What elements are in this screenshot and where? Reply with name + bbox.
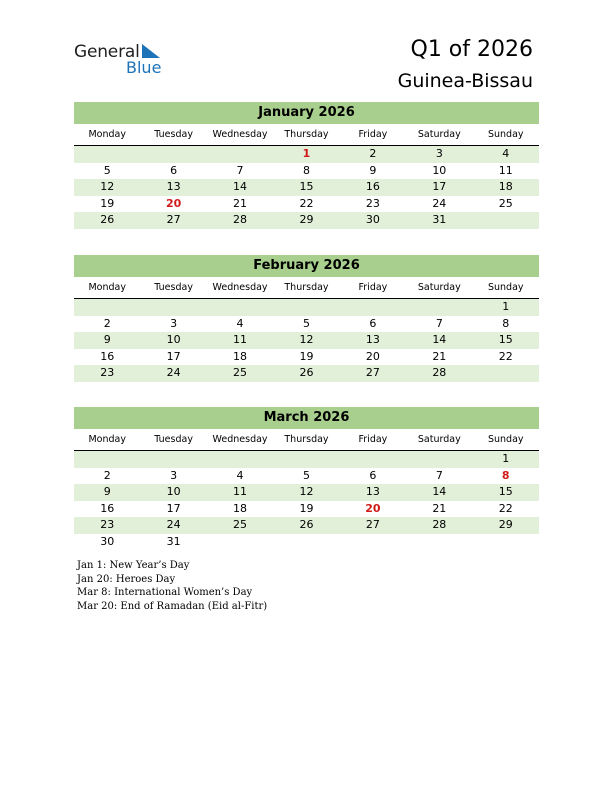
empty-day-cell: [473, 212, 539, 229]
day-cell: 17: [166, 349, 181, 363]
day-cell: 21: [233, 196, 248, 210]
day-cell: 23: [100, 366, 115, 379]
day-cell: 4: [502, 147, 510, 160]
day-cell: 29: [498, 518, 513, 531]
day-cell: 4: [236, 316, 244, 330]
weekday-label: Saturday: [417, 129, 461, 140]
empty-day-cell: [207, 534, 273, 551]
empty-day-cell: [140, 299, 206, 316]
day-cell: 14: [432, 333, 447, 346]
holiday-note: Mar 20: End of Ramadan (Eid al-Fitr): [77, 600, 268, 612]
day-cell: 30: [100, 534, 115, 548]
day-cell: 20: [165, 196, 182, 210]
week-row: [74, 146, 539, 163]
day-cell: 27: [365, 518, 380, 531]
weekday-label: Friday: [358, 129, 388, 140]
day-cell: 22: [498, 349, 513, 363]
day-cell: 7: [236, 163, 244, 177]
day-cell: 23: [365, 196, 380, 210]
day-cell: 12: [299, 485, 314, 498]
logo: [74, 42, 174, 78]
empty-day-cell: [340, 451, 406, 468]
day-cell: 28: [432, 518, 447, 531]
day-cell: 8: [502, 316, 510, 330]
page-title: Q1 of 2026: [410, 37, 533, 62]
day-cell: 22: [498, 501, 513, 515]
day-cell: 31: [432, 213, 447, 226]
week-row: [74, 501, 539, 518]
day-cell: 11: [498, 163, 513, 177]
weekday-header-row: [74, 124, 539, 146]
day-cell: 13: [365, 485, 380, 498]
weekday-label: Monday: [88, 282, 126, 293]
week-row: [74, 517, 539, 534]
holiday-notes: [77, 559, 267, 613]
day-cell: 15: [498, 485, 513, 498]
day-cell: 11: [233, 485, 248, 498]
empty-day-cell: [473, 365, 539, 382]
empty-day-cell: [207, 299, 273, 316]
empty-day-cell: [406, 534, 472, 551]
day-cell: 3: [170, 316, 178, 330]
day-cell: 1: [502, 300, 510, 313]
week-row: [74, 349, 539, 366]
empty-day-cell: [207, 451, 273, 468]
empty-day-cell: [340, 299, 406, 316]
day-cell: 20: [365, 349, 380, 363]
empty-day-cell: [273, 299, 339, 316]
month-title: January 2026: [74, 102, 539, 124]
weekday-label: Tuesday: [154, 129, 193, 140]
day-cell: 7: [435, 468, 443, 482]
day-cell: 15: [498, 333, 513, 346]
day-cell: 1: [302, 147, 311, 160]
day-cell: 16: [100, 349, 115, 363]
month-calendar-february: [74, 255, 539, 382]
day-cell: 22: [299, 196, 314, 210]
day-cell: 18: [498, 180, 513, 193]
week-row: [74, 365, 539, 382]
day-cell: 28: [432, 366, 447, 379]
day-cell: 12: [299, 333, 314, 346]
day-cell: 3: [170, 468, 178, 482]
day-cell: 10: [432, 163, 447, 177]
holiday-note: Mar 8: International Women’s Day: [77, 587, 253, 598]
day-cell: 9: [103, 333, 111, 346]
day-cell: 8: [501, 468, 510, 482]
weekday-label: Monday: [88, 129, 126, 140]
week-row: [74, 468, 539, 485]
holiday-note: Jan 20: Heroes Day: [77, 573, 176, 585]
week-row: [74, 212, 539, 229]
day-cell: 5: [302, 468, 310, 482]
day-cell: 10: [166, 333, 181, 346]
day-cell: 31: [166, 534, 181, 548]
logo-triangle-icon: [142, 44, 160, 58]
day-cell: 5: [302, 316, 310, 330]
day-cell: 15: [299, 180, 314, 193]
day-cell: 4: [236, 468, 244, 482]
month-calendar-march: [74, 407, 539, 550]
day-cell: 3: [435, 147, 443, 160]
weekday-label: Sunday: [487, 282, 524, 293]
empty-day-cell: [140, 451, 206, 468]
weekday-label: Thursday: [284, 129, 329, 140]
week-row: [74, 316, 539, 333]
day-cell: 2: [103, 316, 111, 330]
day-cell: 20: [365, 501, 381, 515]
day-cell: 21: [432, 501, 447, 515]
day-cell: 16: [100, 501, 115, 515]
day-cell: 25: [233, 366, 248, 379]
day-cell: 26: [299, 366, 314, 379]
empty-day-cell: [273, 534, 339, 551]
day-cell: 25: [498, 196, 513, 210]
day-cell: 14: [432, 485, 447, 498]
weekday-label: Tuesday: [154, 282, 193, 293]
day-cell: 23: [100, 518, 115, 531]
day-cell: 18: [233, 349, 248, 363]
day-cell: 21: [432, 349, 447, 363]
holiday-note: Jan 1: New Year’s Day: [77, 560, 190, 571]
empty-day-cell: [273, 451, 339, 468]
day-cell: 13: [365, 333, 380, 346]
weekday-label: Sunday: [487, 434, 524, 445]
weekday-label: Saturday: [417, 434, 461, 445]
empty-day-cell: [473, 534, 539, 551]
weekday-label: Monday: [88, 434, 126, 445]
weekday-label: Tuesday: [154, 434, 193, 445]
empty-day-cell: [74, 299, 140, 316]
month-calendar-january: [74, 102, 539, 229]
empty-day-cell: [406, 299, 472, 316]
weekday-label: Wednesday: [212, 434, 268, 445]
week-row: [74, 332, 539, 349]
day-cell: 30: [365, 213, 380, 226]
empty-day-cell: [74, 146, 140, 163]
weekday-label: Friday: [358, 282, 388, 293]
day-cell: 2: [103, 468, 111, 482]
weekday-header-row: [74, 277, 539, 299]
day-cell: 11: [233, 333, 248, 346]
day-cell: 12: [100, 180, 115, 193]
day-cell: 19: [299, 349, 314, 363]
week-row: [74, 299, 539, 316]
week-row: [74, 196, 539, 213]
weekday-label: Wednesday: [212, 282, 268, 293]
day-cell: 8: [302, 163, 310, 177]
weekday-header-row: [74, 429, 539, 451]
weekday-label: Thursday: [284, 282, 329, 293]
weekday-label: Saturday: [417, 282, 461, 293]
week-row: [74, 163, 539, 180]
day-cell: 29: [299, 213, 314, 226]
day-cell: 5: [103, 163, 111, 177]
week-row: [74, 534, 539, 551]
month-title: March 2026: [74, 407, 539, 429]
day-cell: 6: [170, 163, 178, 177]
weekday-label: Wednesday: [212, 129, 268, 140]
day-cell: 28: [233, 213, 248, 226]
empty-day-cell: [140, 146, 206, 163]
day-cell: 24: [166, 518, 181, 531]
page-subtitle: Guinea-Bissau: [397, 70, 533, 92]
day-cell: 6: [369, 468, 377, 482]
day-cell: 13: [166, 180, 181, 193]
week-row: [74, 179, 539, 196]
day-cell: 24: [432, 196, 447, 210]
day-cell: 19: [299, 501, 314, 515]
week-row: [74, 451, 539, 468]
day-cell: 6: [369, 316, 377, 330]
day-cell: 27: [166, 213, 181, 226]
month-title: February 2026: [74, 255, 539, 277]
day-cell: 26: [100, 213, 115, 226]
empty-day-cell: [406, 451, 472, 468]
week-row: [74, 484, 539, 501]
day-cell: 18: [233, 501, 248, 515]
day-cell: 16: [365, 180, 380, 193]
empty-day-cell: [340, 534, 406, 551]
day-cell: 9: [369, 163, 377, 177]
day-cell: 7: [435, 316, 443, 330]
weekday-label: Thursday: [284, 434, 329, 445]
day-cell: 17: [166, 501, 181, 515]
logo-general-text: General: [74, 42, 140, 62]
day-cell: 19: [100, 196, 115, 210]
day-cell: 10: [166, 485, 181, 498]
empty-day-cell: [207, 146, 273, 163]
logo-blue-text: Blue: [126, 58, 162, 77]
day-cell: 2: [369, 147, 377, 160]
day-cell: 24: [166, 366, 181, 379]
weekday-label: Friday: [358, 434, 388, 445]
day-cell: 9: [103, 485, 111, 498]
day-cell: 17: [432, 180, 447, 193]
empty-day-cell: [74, 451, 140, 468]
day-cell: 27: [365, 366, 380, 379]
day-cell: 1: [502, 452, 510, 465]
day-cell: 26: [299, 518, 314, 531]
day-cell: 14: [233, 180, 248, 193]
weekday-label: Sunday: [487, 129, 524, 140]
day-cell: 25: [233, 518, 248, 531]
